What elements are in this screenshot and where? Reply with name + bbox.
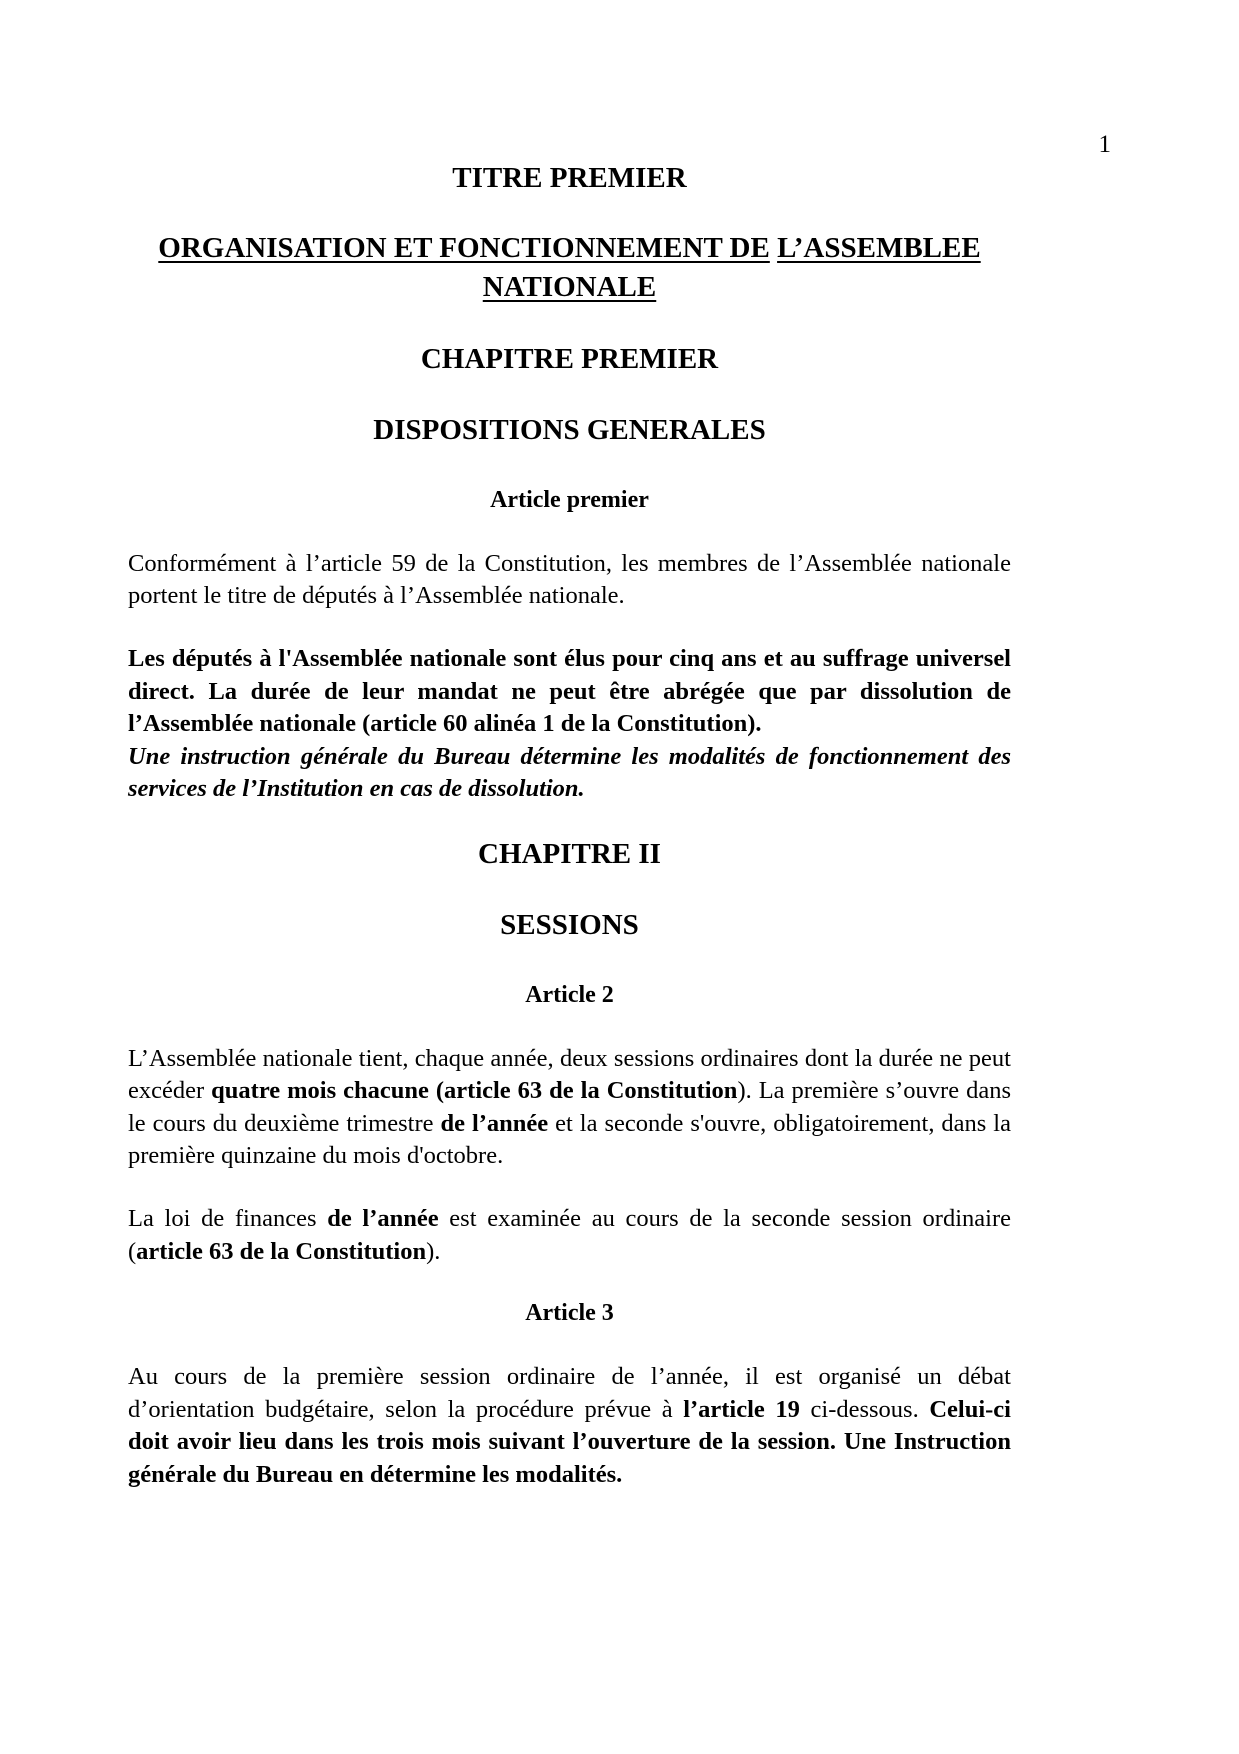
heading-article-premier: Article premier [490, 487, 649, 514]
paragraph-article-2-1 [128, 1043, 1011, 1173]
text-run: Au cours de la première session ordinaire de l’année, il est organisé un débat d’orientation budgétaire, selon la procédure prévue à [128, 1362, 1011, 1423]
heading-sessions: SESSIONS [500, 908, 639, 941]
text-run: est examinée au cours de la seconde session ordinaire ( [128, 1205, 1011, 1265]
text-run: ). La première s’ouvre dans le cours du deuxième trimestre [128, 1077, 1011, 1137]
heading-chapitre-ii: CHAPITRE II [478, 837, 661, 870]
page-number: 1 [1098, 131, 1111, 158]
paragraph-article-2-2 [128, 1203, 1011, 1268]
text-run-bold: de l’année [327, 1205, 439, 1233]
paragraph-article-3-1 [128, 1361, 1011, 1491]
heading-main-segment-2: L’ASSEMBLEE [777, 232, 981, 265]
text-run: L’Assemblée nationale tient, chaque année, deux sessions ordinaires dont la durée ne peut excéder [128, 1044, 1011, 1105]
heading-main-segment-1: ORGANISATION ET FONCTIONNEMENT DE [158, 232, 770, 265]
heading-article-2: Article 2 [525, 982, 614, 1009]
page-content [128, 160, 1011, 1521]
text-run: ). [426, 1237, 441, 1265]
paragraph-article-premier-2: Les députés à l'Assemblée nationale sont élus pour cinq ans et au suffrage universel direct. La durée de leur mandat ne peut être abrégée que par dissolution de l’Assemblée nationale (article 60 alinéa 1 de la Constitution). [128, 644, 1011, 738]
paragraph-article-premier-1: Conformément à l’article 59 de la Constitution, les membres de l’Assemblée nationale portent le titre de députés à l’Assemblée nationale. [128, 549, 1011, 610]
text-run-bold: article 63 de la Constitution [136, 1237, 427, 1265]
heading-titre-premier: TITRE PREMIER [452, 162, 687, 194]
text-run: et la seconde s'ouvre, obligatoirement, dans la première quinzaine du mois d'octobre. [128, 1109, 1011, 1170]
heading-organisation-fonctionnement [128, 229, 1011, 307]
paragraph-article-premier-3: Une instruction générale du Bureau détermine les modalités de fonctionnement des services de l’Institution en cas de dissolution. [128, 742, 1011, 803]
heading-dispositions-generales: DISPOSITIONS GENERALES [373, 413, 766, 446]
text-run-bold: quatre mois chacune (article 63 de la Constitution [211, 1077, 738, 1105]
text-run: ci-dessous. [799, 1395, 930, 1423]
heading-main-segment-3: NATIONALE [482, 270, 657, 303]
text-run-bold: Celui-ci doit avoir lieu dans les trois mois suivant l’ouverture de la session. Une Instruction générale du Bureau en détermine les modalités. [128, 1395, 1011, 1488]
text-run-bold: de l’année [440, 1109, 549, 1137]
heading-chapitre-premier: CHAPITRE PREMIER [420, 342, 719, 375]
text-run: La loi de finances [128, 1205, 328, 1233]
text-run-bold: l’article 19 [683, 1395, 800, 1423]
heading-article-3: Article 3 [525, 1300, 614, 1327]
